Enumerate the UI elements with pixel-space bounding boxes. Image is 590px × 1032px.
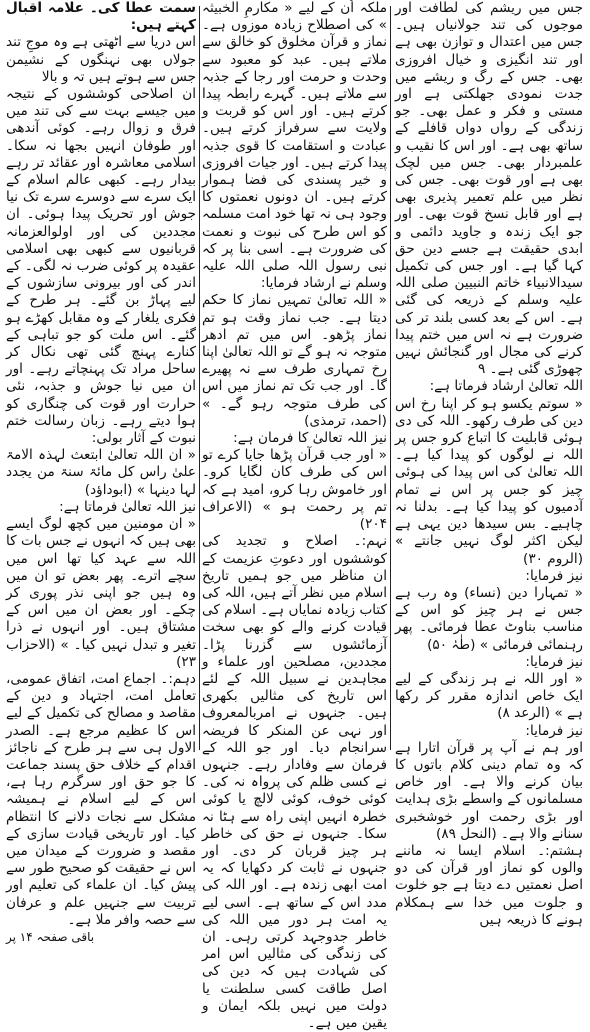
paragraph: نہم:۔ اصلاح و تجدید کی کوششوں اور دعوتِ عزیمت کے ان مناظر میں جو ہمیں تاریخ اسلام میں نظر آتے ہیں، اللہ کی کتاب زیادہ نمایاں ہے۔ اسلام کی قیادت کرنے والے کو بھی سخت آزمائشوں سے گزرنا پڑا۔ مجددین، مصلحین اور علماء و مجاہدین نے سبیل اللہ کے لئے اس تاریخ کی مثالیں بکھری ہیں۔ جنہوں نے امربالمعروف اور نہی عن المنکر کا فریضہ سرانجام دیا۔ اور جو اللہ کے فرمان سے وفادار رہے۔ جنہوں نے کسی ظلم کی پرواہ نہ کی۔ کوئی خوف، کوئی لالچ یا کوئی خطرہ انہیں اپنی راہ سے ہٹا نہ سکا۔ جنہوں نے حق کی خاطر ہر چیز قربان کر دی۔ اور جنہوں نے ثابت کر دکھایا کہ یہ امت ابھی زندہ ہے۔ اور اللہ کی مدد اس کے ساتھ ہے۔ اسی لیے یہ امت ہر دور میں اللہ کی خاطر جدوجہد کرتی رہی۔ ان کی زندگی کی مثالیں اس امر کی شہادت ہیں کہ دین کی اصل طاقت کسی سلطنت یا دولت میں نہیں بلکہ ایمان و یقین میں ہے۔ [202, 533, 387, 1031]
paragraph: دہم:۔ اجماع امت، اتفاق عمومی، تعامل امت، اجتہاد و دین کے مقاصد و مصالح کی تکمیل کے لیے اس کا عظیم مرجع ہے۔ الصدر الاول ہی سے ہر طرح کے ناجائز اقدام کے خلاف حق پسند جماعت کا جو حق اور سرگرم رہا ہے، اس کے لیے اسلام نے ہمیشہ مشکل سے نجات دلانے کا انتظام کیا۔ اور تاریخی قیادت سازی کے مقصد و ضرورت کے میدان میں اس نے حقیقت کو صحیح طور سے پیش کیا۔ ان علماء کی تعلیم اور تربیت سے جنہیں علم و عرفان سے حصہ وافر ملا ہے۔ [6, 670, 196, 928]
left-column [6, 0, 196, 944]
paragraph: اور ہم نے آپ پر قرآن اتارا ہے کہ وہ تمام دینی کلام باتوں کا بیان کرنے والا ہے۔ اور خاص مسلمانوں کے واسطے بڑی ہدایت اور بڑی رحمت اور خوشخبری سنانے والا ہے۔ (النحل ۸۹) [395, 739, 583, 842]
paragraph: ان اصلاحی کوششوں کے نتیجہ میں جیسے بہت سے کی تند میں فرق و زوال رہے۔ کوئی آندھی اور طوفان انہیں بجھا نہ سکا۔ اسلامی معاشرہ اور عقائد تر رہے بیدار رہے۔ کبھی عالم اسلام کے ایک سرے سے دوسرے سرے تک نیا جوش اور تحریک پیدا ہوئی۔ ان مجددین کی اور اولوالعزمانہ قربانیوں سے کبھی بھی اسلامی عقیدہ پر کوئی ضرب نہ لگی۔ کے اندر کی اور بیرونی سازشوں کے لیے پہاڑ بن گئے۔ ہر طرح کے فکری یلغار کے وہ مقابل کھڑے ہو گئے۔ اس ملت کو جو تباہی کے کنارے پہنچ گئی تھی نکال کر ساحل مراد تک پہنچاتے رہے۔ اور ان میں نیا جوش و جذبہ، نئی حرارت اور قوت کی چنگاری کو ہوا دیتے رہے۔ زبان رسالت ختم نبوت کے آثار بولی: [6, 86, 196, 447]
paragraph: نیز فرمایا: [525, 567, 583, 584]
quote: « سوتم یکسو ہو کر اپنا رخ اس دین کی طرف رکھو۔ اللہ کی دی ہوئی قابلیت کا اتباع کرو جس پر اللہ نے لوگوں کو پیدا کیا ہے۔ اللہ تعالیٰ کی اس پیدا کی ہوئی چیز کو جس پر اس نے تمام آدمیوں کو پیدا کیا ہے۔ بدلنا نہ چاہیے۔ بس سیدھا دین یہی ہے لیکن اکثر لوگ نہیں جانتے » (الروم ۳۰) [395, 395, 583, 567]
paragraph: نیز فرمایا: [525, 722, 583, 739]
quote: « اللہ تعالیٰ تمہیں نماز کا حکم دیتا ہے۔ جب نماز وقت ہو تم نماز پڑھو۔ اس میں تم ادھر متوجہ نہ ہو گے تو اللہ تعالیٰ اپنا رخ تمہاری طرف سے نہ پھیرے گا۔ اور جب تک تم نماز میں اس کی طرف متوجہ رہو گے۔ » (احمد، ترمذی) [202, 292, 387, 429]
paragraph: ہشتم:۔ اسلام ایسا نہ ماننے والوں کو نماز اور قرآن کی دو اصل نعمتیں دے دیتا ہے جو خلوت و جلوت میں خدا سے ہمکلام ہونے کا ذریعہ ہیں [395, 842, 583, 928]
paragraph: اللہ تعالیٰ ارشاد فرماتا ہے: [429, 378, 583, 395]
quote: « تمہارا دین (نساء) وہ رب ہے جس نے ہر چیز کو اس کے مناسب بناوٹ عطا فرمائی۔ پھر رہنمائی فرمائی » (طٰہٰ ۵۰) [395, 584, 583, 653]
paragraph: نیز اللہ تعالیٰ کا فرمان ہے: [233, 430, 387, 447]
quote: « اور جب قرآن پڑھا جایا کرے تو اس کی طرف کان لگایا کرو۔ اور خاموش رہا کرو، امید ہے کہ تم پر رحمت ہو » (الاعراف ۲۰۴) [202, 447, 387, 533]
continued-note: باقی صفحہ ۱۴ پر [6, 929, 95, 944]
quote: « اور اللہ نے ہر زندگی کے لیے ایک خاص اندازہ مقرر کر رکھا ہے » (الرعد ۸) [395, 670, 583, 722]
column-divider [199, 6, 200, 750]
paragraph: سمت عطا کی۔ علامہ اقبال کہتے ہیں: [6, 0, 196, 34]
column-divider [390, 6, 391, 750]
quote: « ان اللہ تعالیٰ ابتعث لہذہ الامۃ علیٰ راس کل مائۃ سنۃ من یجدد لہا دینہا » (ابوداؤد) [6, 447, 196, 498]
quote: « ان مومنین میں کچھ لوگ ایسے بھی ہیں کہ انہوں نے جس بات کا اللہ سے عہد کیا تھا اس میں سچے اترے۔ پھر بعض تو ان میں وہ ہیں جو اپنی نذر پوری کر چکے۔ اور بعض ان میں اس کے مشتاق ہیں۔ اور انہوں نے ذرا تغیر و تبدل نہیں کیا۔ » (الاحزاب ۲۳) [6, 516, 196, 670]
verse: اس دریا سے اٹھتی ہے وہ موجِ تند جولاں بھی نہنگوں کے نشیمن جس سے ہوتے ہیں تہ و بالا [6, 34, 196, 85]
paragraph: ملکہ اُن کے لیے « مکارمِ الخبیثہ » کی اصطلاح زیادہ موزوں ہے۔ نماز و قرآن مخلوق کو خالق سے ملاتے ہیں۔ عبد کو معبود سے وحدت و حرمت اور رجا کے جذبہ سے ملاتے ہیں۔ گہرے رابطہ پیدا کرتے ہیں۔ اور اس کو قربت و ولایت سے سرفراز کرتے ہیں۔ عبادت و استقامت کا قوی جذبہ پیدا کرتے ہیں۔ اور جیات افروزی و خیر پسندی کی فضا ہموار کرتے ہیں۔ ان دونوں نعمتوں کا وجود ہی نہ تھا خود امت مسلمہ کو اس طرح کی نبوت و نعمت کی ضرورت ہے۔ اسی بنا پر کہ نبی رسول اللہ صلی اللہ علیہ وسلم نے ارشاد فرمایا: [202, 0, 387, 292]
middle-column [202, 0, 387, 1031]
paragraph: جس میں ریشم کی لطافت اور موجوں کی تند جولانیاں ہیں۔ جس میں اعتدال و توازن بھی ہے اور تند انگیزی و خیال افروزی بھی۔ جس کے رگ و ریشے میں جدت نمودی جھلکتی ہے اور مستی و فکر و عمل بھی۔ جو زندگی کے رواں دواں قافلے کے ساتھ بھی ہے۔ اور اس کا نقیب و علمبردار بھی۔ جس میں لچک بھی ہے اور قوت بھی۔ جس کی نظر میں علم تعمیر پذیری بھی ہے اور قابل نسخ قوت بھی۔ اور جو ایک زندہ و جاوید دائمی و ابدی حقیقت ہے جسے دین حق کہا گیا ہے۔ اور جس کی تکمیل سیدالانبیاء خاتم النبیین صلی اللہ علیہ وسلم کے ذریعہ کی گئی ہے۔ اس کے بعد کسی بلند تر کی ضرورت ہے نہ اس میں ختم پیدا کرنے کی مجال اور گنجائش نہیں چھوڑی گئی ہے۔ ۹ [395, 0, 583, 378]
paragraph: نیز فرمایا: [525, 653, 583, 670]
paragraph: نیز اللہ تعالیٰ فرماتا ہے: [59, 498, 196, 515]
right-column [395, 0, 583, 928]
